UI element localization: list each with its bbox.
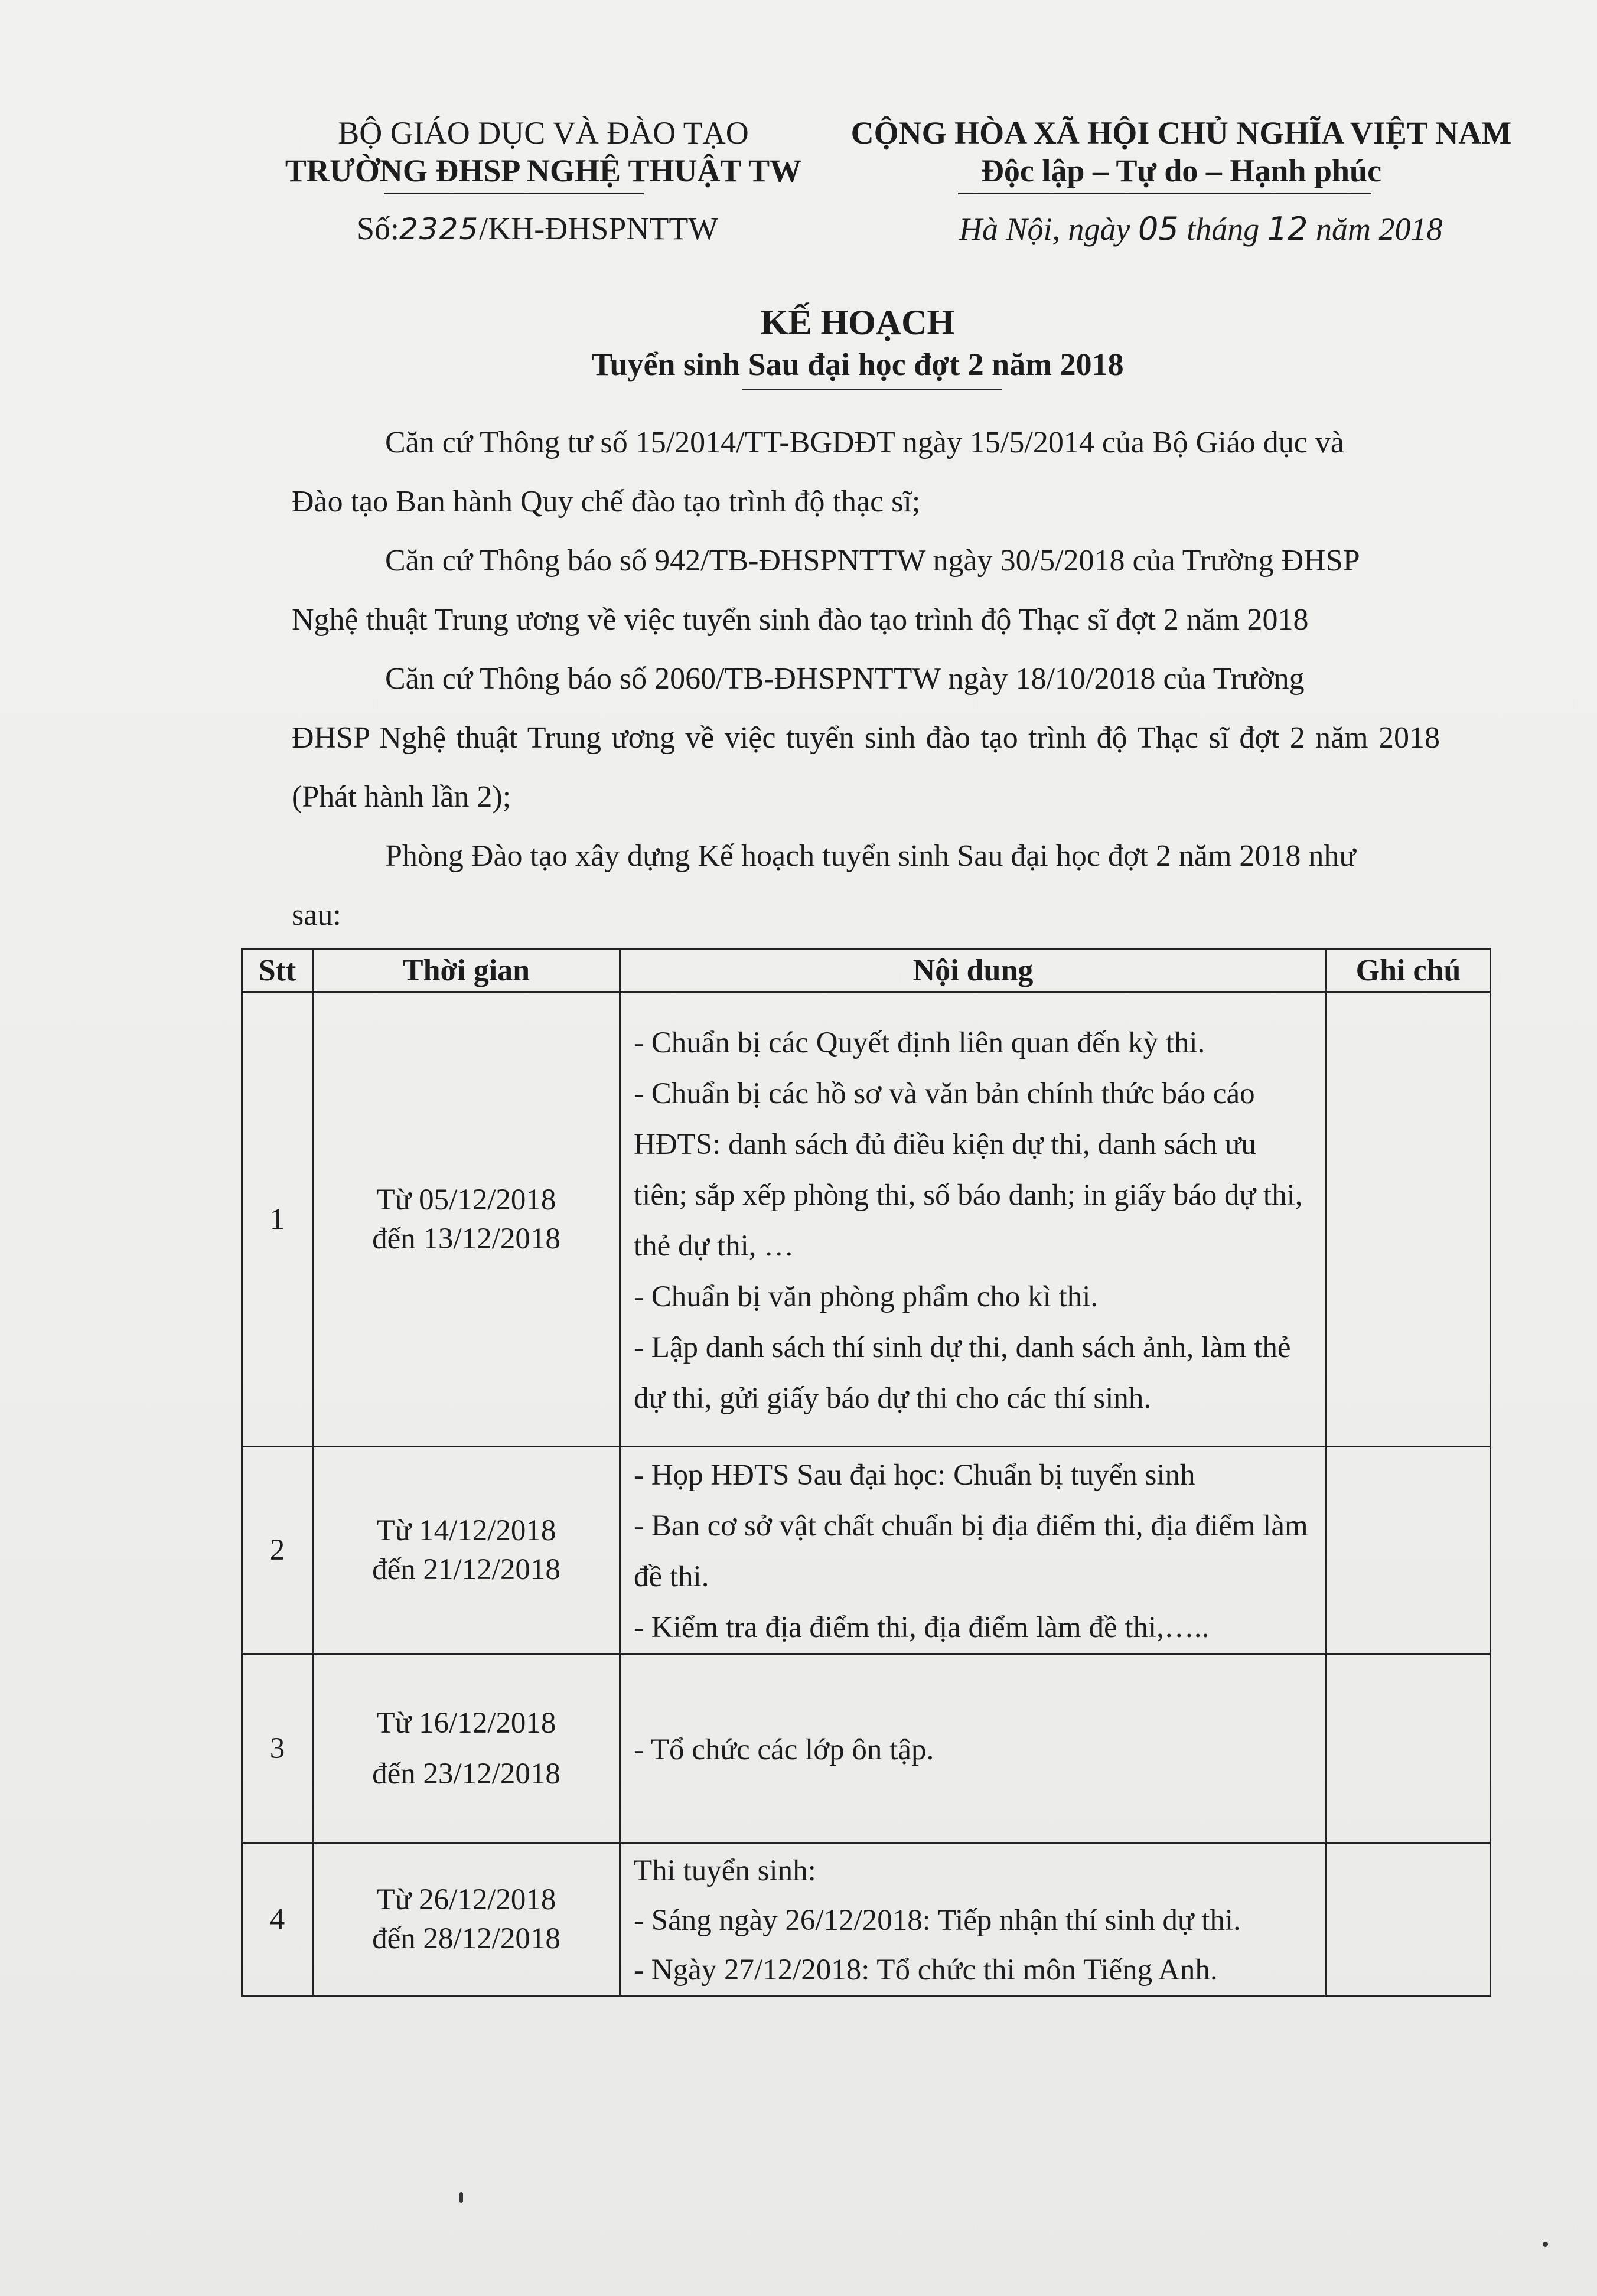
table-row <box>242 1654 1491 1843</box>
content-item: - Ngày 27/12/2018: Tổ chức thi môn Tiếng Anh. <box>634 1953 1218 1987</box>
content-item: - Sáng ngày 26/12/2018: Tiếp nhận thí sinh dự thi. <box>634 1904 1241 1937</box>
paper-speck <box>459 2192 463 2203</box>
time-to: đến 23/12/2018 <box>372 1757 560 1791</box>
admission-plan-table <box>241 948 1491 1997</box>
row-content <box>620 992 1327 1447</box>
date-month-label: tháng <box>1187 211 1260 247</box>
header-content: Nội dung <box>620 949 1327 992</box>
paper-speck <box>1543 2242 1548 2247</box>
table-row <box>242 1447 1491 1654</box>
content-item: - Lập danh sách thí sinh dự thi, danh sách ảnh, làm thẻ dự thi, gửi giấy báo dự thi cho các thí sinh. <box>634 1330 1291 1415</box>
content-item: Thi tuyển sinh: <box>634 1854 816 1887</box>
doc-number-prefix: Số: <box>357 211 400 246</box>
row-time <box>313 1654 620 1843</box>
document-subtitle: Tuyển sinh Sau đại học đợt 2 năm 2018 <box>591 347 1124 382</box>
row-note <box>1327 1654 1491 1843</box>
date-month: 12 <box>1267 210 1308 247</box>
paragraph-legal-basis-3 <box>292 650 1440 827</box>
row-stt: 4 <box>242 1843 313 1996</box>
subtitle-underline <box>742 389 1002 390</box>
row-stt: 3 <box>242 1654 313 1843</box>
time-from: Từ 26/12/2018 <box>376 1883 556 1916</box>
paragraph-intro <box>292 827 1440 945</box>
row-content <box>620 1654 1327 1843</box>
content-item: - Chuẩn bị các Quyết định liên quan đến kỳ thi. <box>634 1026 1205 1059</box>
time-to: đến 28/12/2018 <box>372 1922 560 1955</box>
row-content <box>620 1843 1327 1996</box>
date-year: năm 2018 <box>1315 211 1443 247</box>
paragraph-rest: ĐHSP Nghệ thuật Trung ương về việc tuyển sinh đào tạo trình độ Thạc sĩ đợt 2 năm 2018 (Phát hành lần 2); <box>292 721 1440 814</box>
paragraph-rest: Nghệ thuật Trung ương về việc tuyển sinh đào tạo trình độ Thạc sĩ đợt 2 năm 2018 <box>292 603 1309 637</box>
national-motto: Độc lập – Tự do – Hạnh phúc <box>980 153 1382 188</box>
date-place: Hà Nội, ngày <box>959 211 1130 247</box>
motto-underline <box>958 193 1371 194</box>
table-row <box>242 992 1491 1447</box>
paragraph-first-line: Căn cứ Thông tư số 15/2014/TT-BGDĐT ngày 15/5/2014 của Bộ Giáo dục và <box>385 426 1344 459</box>
row-note <box>1327 1843 1491 1996</box>
paragraph-first-line: Căn cứ Thông báo số 942/TB-ĐHSPNTTW ngày 30/5/2018 của Trường ĐHSP <box>385 544 1360 578</box>
table-row <box>242 1843 1491 1996</box>
time-from: Từ 16/12/2018 <box>376 1706 556 1740</box>
table-header-row <box>242 949 1491 992</box>
content-item: - Tổ chức các lớp ôn tập. <box>634 1733 934 1766</box>
doc-number <box>357 210 718 247</box>
content-item: - Chuẩn bị các hồ sơ và văn bản chính thức báo cáo HĐTS: danh sách đủ điều kiện dự thi, danh sách ưu tiên; sắp xếp phòng thi, số báo danh; in giấy báo dự thi, thẻ dự thi, … <box>634 1077 1303 1263</box>
content-item: - Họp HĐTS Sau đại học: Chuẩn bị tuyển sinh <box>634 1459 1195 1492</box>
time-from: Từ 14/12/2018 <box>376 1514 556 1547</box>
header-stt: Stt <box>242 949 313 992</box>
row-time <box>313 992 620 1447</box>
ministry-name: BỘ GIÁO DỤC VÀ ĐÀO TẠO <box>338 115 749 151</box>
paragraph-first-line: Phòng Đào tạo xây dựng Kế hoạch tuyển sinh Sau đại học đợt 2 năm 2018 như <box>385 839 1356 873</box>
paragraph-first-line: Căn cứ Thông báo số 2060/TB-ĐHSPNTTW ngày 18/10/2018 của Trường <box>385 662 1305 696</box>
date-day: 05 <box>1138 210 1179 247</box>
row-time <box>313 1843 620 1996</box>
time-to: đến 21/12/2018 <box>372 1553 560 1586</box>
paragraph-rest: sau: <box>292 898 341 932</box>
doc-number-suffix: /KH-ĐHSPNTTW <box>479 211 719 246</box>
row-stt: 1 <box>242 992 313 1447</box>
row-time <box>313 1447 620 1654</box>
header-note: Ghi chú <box>1327 949 1491 992</box>
header-time: Thời gian <box>313 949 620 992</box>
paragraph-legal-basis-2 <box>292 531 1440 650</box>
school-name-underline <box>384 193 644 194</box>
row-stt: 2 <box>242 1447 313 1654</box>
content-item: - Ban cơ sở vật chất chuẩn bị địa điểm thi, địa điểm làm đề thi. <box>634 1509 1308 1593</box>
time-to: đến 13/12/2018 <box>372 1222 560 1255</box>
document-title: KẾ HOẠCH <box>760 303 955 342</box>
row-note <box>1327 1447 1491 1654</box>
doc-number-handwritten: 2325 <box>399 212 480 246</box>
school-name: TRƯỜNG ĐHSP NGHỆ THUẬT TW <box>285 153 802 188</box>
time-from: Từ 05/12/2018 <box>376 1183 556 1217</box>
issue-date <box>959 210 1442 247</box>
content-item: - Kiểm tra địa điểm thi, địa điểm làm đề thi,….. <box>634 1611 1210 1644</box>
country-name: CỘNG HÒA XÃ HỘI CHỦ NGHĨA VIỆT NAM <box>850 115 1512 151</box>
paragraph-legal-basis-1 <box>292 413 1440 531</box>
row-note <box>1327 992 1491 1447</box>
row-content <box>620 1447 1327 1654</box>
content-item: - Chuẩn bị văn phòng phẩm cho kì thi. <box>634 1280 1099 1313</box>
paragraph-rest: Đào tạo Ban hành Quy chế đào tạo trình độ thạc sĩ; <box>292 485 921 518</box>
